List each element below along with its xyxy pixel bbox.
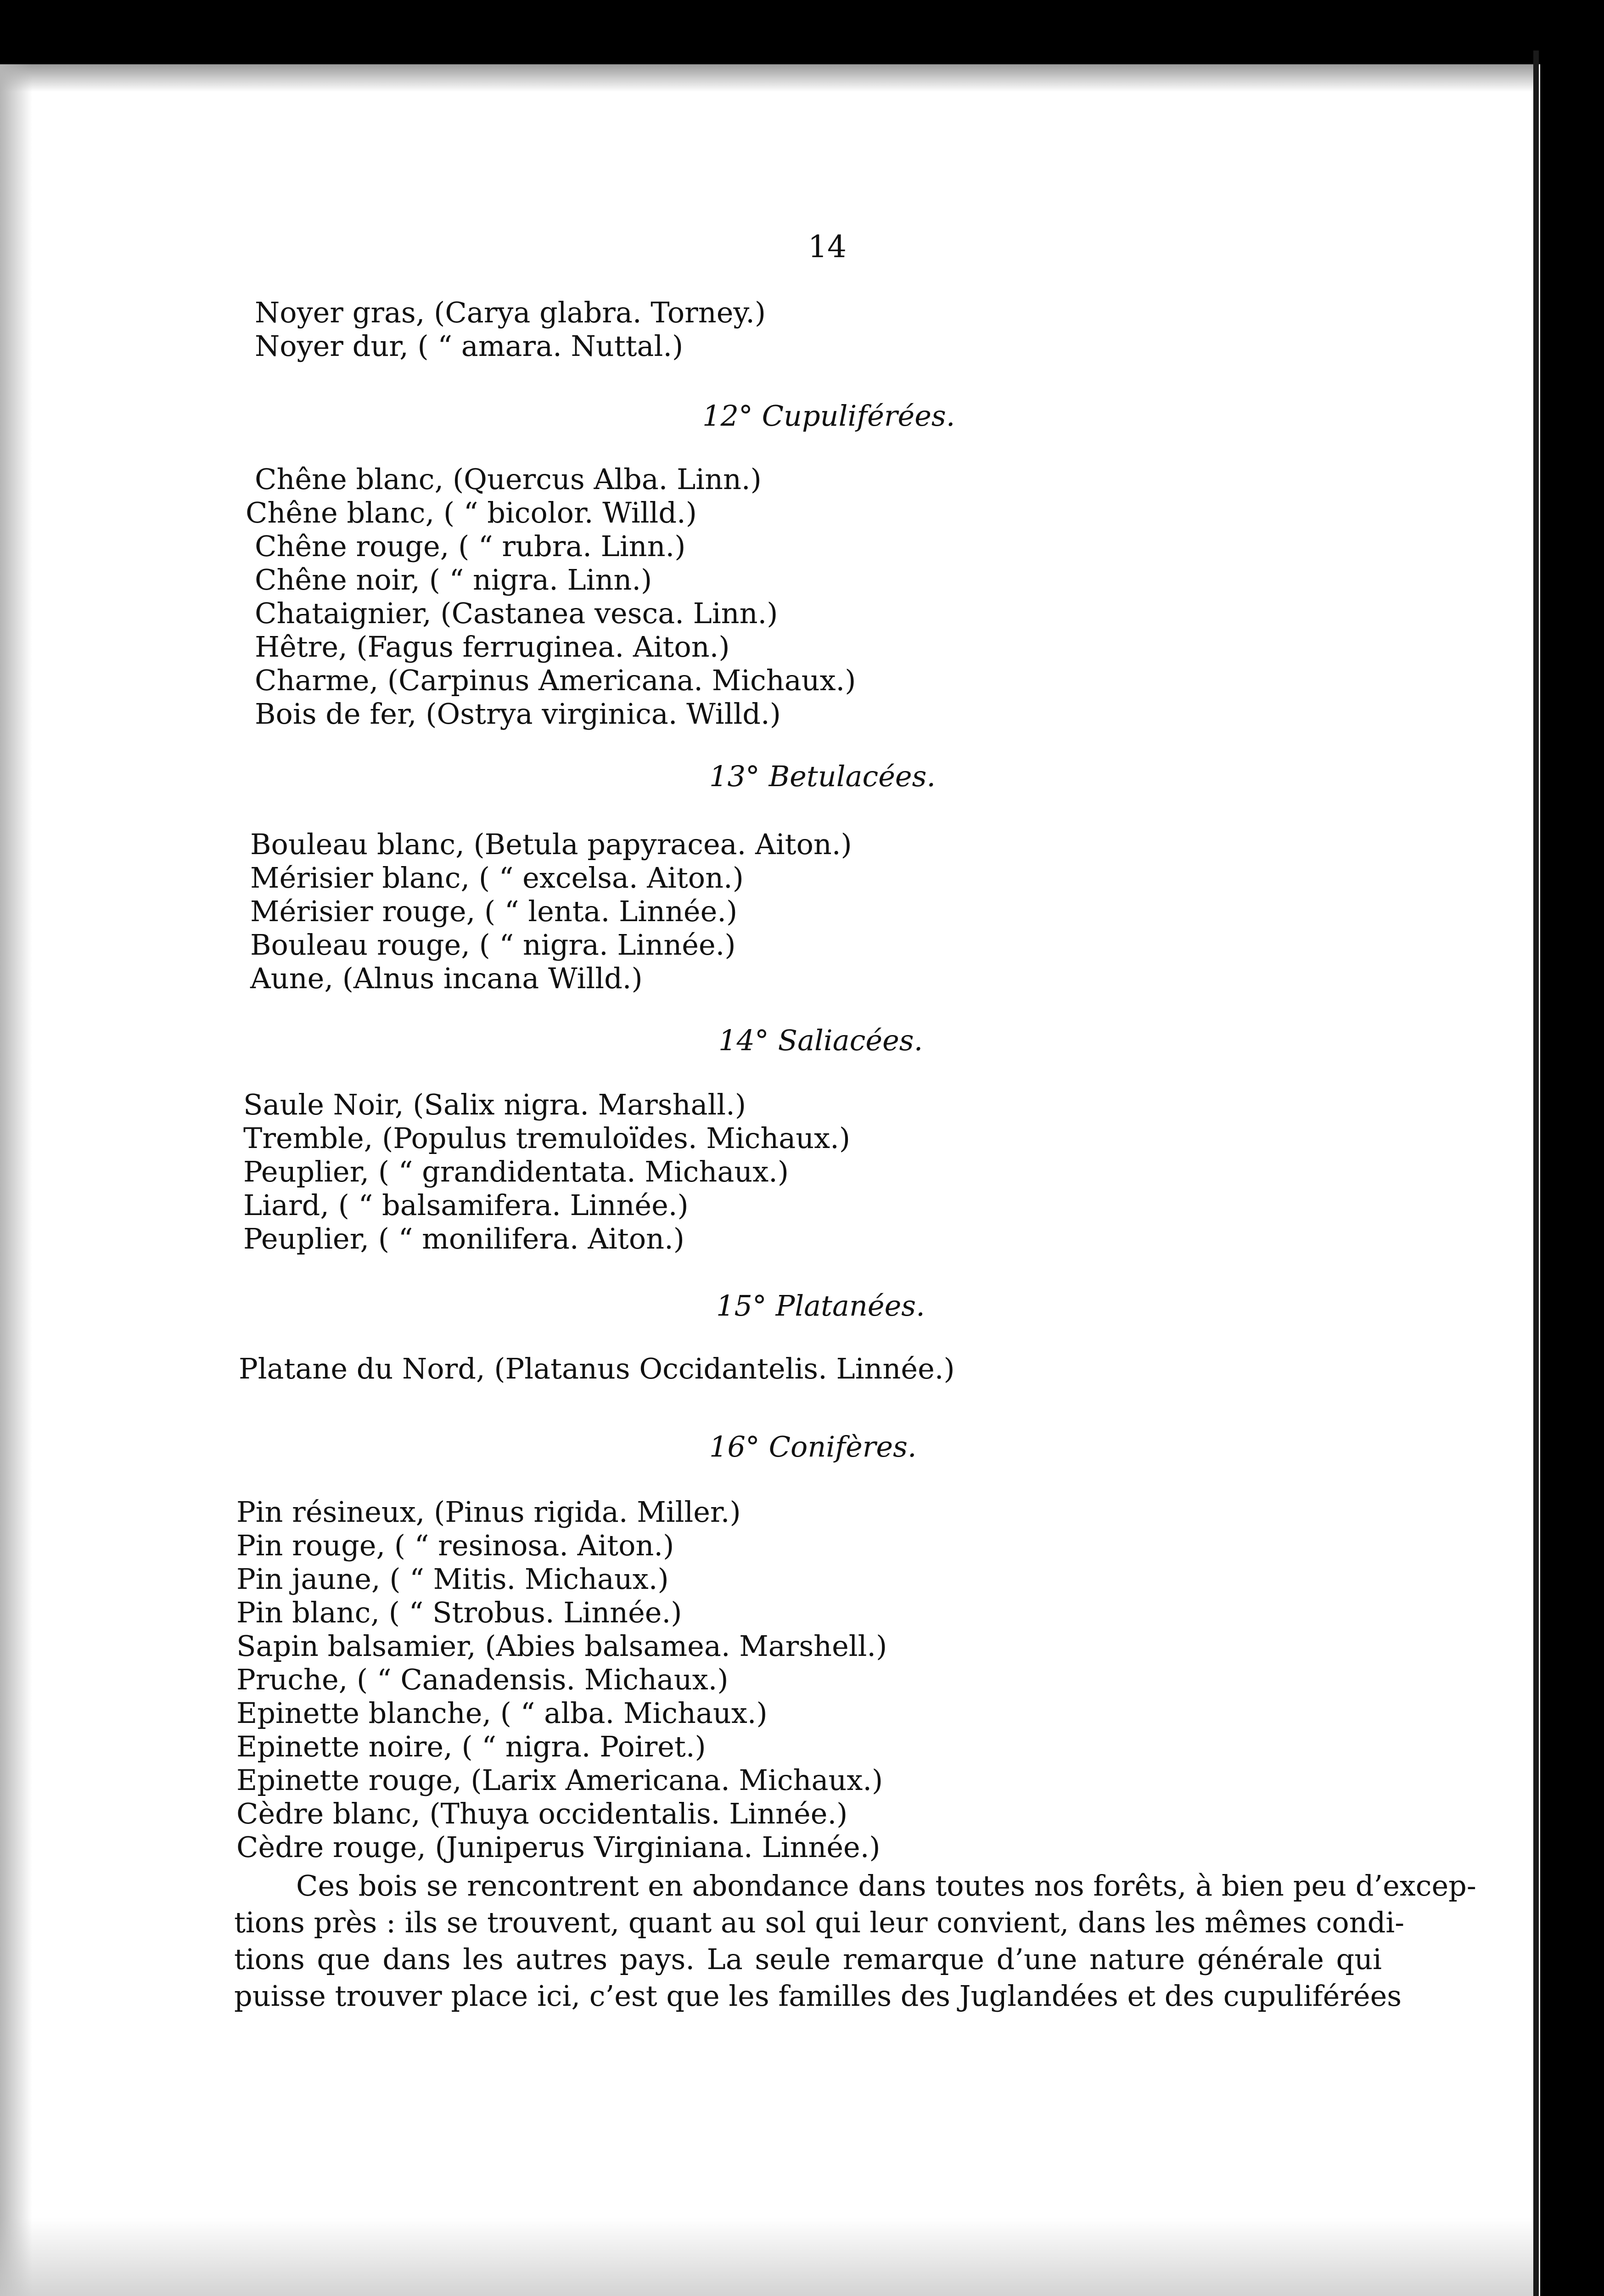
scan-border-top	[0, 0, 1604, 64]
section-heading: 12° Cupuliférées.	[702, 399, 955, 433]
section-heading: 16° Conifères.	[709, 1430, 917, 1463]
list-line: Noyer dur, ( “ amara. Nuttal.)	[255, 329, 684, 363]
list-line: Platane du Nord, (Platanus Occidantelis. Linnée.)	[239, 1352, 955, 1385]
list-line: Pruche, ( “ Canadensis. Michaux.)	[236, 1663, 729, 1696]
list-line: Peuplier, ( “ monilifera. Aiton.)	[243, 1222, 684, 1255]
list-line: Charme, (Carpinus Americana. Michaux.)	[255, 664, 856, 697]
list-line: Tremble, (Populus tremuloïdes. Michaux.)	[243, 1121, 851, 1155]
paragraph-line: puisse trouver place ici, c’est que les familles des Juglandées et des cupuliférées	[234, 1979, 1402, 2013]
list-line: Liard, ( “ balsamifera. Linnée.)	[243, 1188, 689, 1222]
list-line: Epinette noire, ( “ nigra. Poiret.)	[236, 1730, 706, 1763]
list-line: Chêne blanc, ( “ bicolor. Willd.)	[246, 496, 697, 529]
body-paragraph	[234, 1869, 1476, 2016]
section-heading: 15° Platanées.	[716, 1289, 925, 1322]
list-line: Mérisier blanc, ( “ excelsa. Aiton.)	[250, 861, 744, 895]
list-line: Pin jaune, ( “ Mitis. Michaux.)	[236, 1562, 669, 1596]
list-line: Chêne noir, ( “ nigra. Linn.)	[255, 563, 652, 597]
section-heading: 13° Betulacées.	[709, 760, 936, 793]
paragraph-line: tions près : ils se trouvent, quant au sol qui leur convient, dans les mêmes condi-	[234, 1906, 1405, 1939]
list-line: Epinette blanche, ( “ alba. Michaux.)	[236, 1696, 768, 1730]
paragraph-line: Ces bois se rencontrent en abondance dans toutes nos forêts, à bien peu d’excep-	[296, 1869, 1476, 1902]
list-line: Bouleau blanc, (Betula papyracea. Aiton.)	[250, 827, 852, 861]
list-line: Noyer gras, (Carya glabra. Torney.)	[255, 296, 766, 329]
scan-border-right	[1540, 0, 1604, 2296]
list-line: Peuplier, ( “ grandidentata. Michaux.)	[243, 1155, 789, 1188]
facing-page-edge	[1533, 51, 1539, 2296]
list-line: Chêne blanc, (Quercus Alba. Linn.)	[255, 462, 762, 496]
section-heading: 14° Saliacées.	[718, 1024, 923, 1057]
list-line: Epinette rouge, (Larix Americana. Michaux.)	[236, 1763, 883, 1797]
list-line: Cèdre rouge, (Juniperus Virginiana. Linnée.)	[236, 1830, 881, 1864]
paragraph-line: tions que dans les autres pays. La seule remarque d’une nature générale qui	[234, 1942, 1382, 1976]
scan-shadow-bottom	[0, 2218, 1533, 2296]
list-line: Chêne rouge, ( “ rubra. Linn.)	[255, 529, 686, 563]
scan-shadow-left	[0, 64, 32, 2296]
list-line: Bouleau rouge, ( “ nigra. Linnée.)	[250, 928, 736, 962]
list-line: Bois de fer, (Ostrya virginica. Willd.)	[255, 697, 781, 731]
list-line: Hêtre, (Fagus ferruginea. Aiton.)	[255, 630, 730, 664]
list-line: Pin résineux, (Pinus rigida. Miller.)	[236, 1495, 741, 1529]
list-line: Cèdre blanc, (Thuya occidentalis. Linnée.)	[236, 1797, 848, 1830]
list-line: Chataignier, (Castanea vesca. Linn.)	[255, 597, 778, 630]
list-line: Pin blanc, ( “ Strobus. Linnée.)	[236, 1596, 682, 1629]
list-line: Aune, (Alnus incana Willd.)	[250, 962, 643, 995]
scan-shadow-top	[0, 64, 1533, 92]
list-line: Sapin balsamier, (Abies balsamea. Marshell.)	[236, 1629, 887, 1663]
list-line: Mérisier rouge, ( “ lenta. Linnée.)	[250, 895, 738, 928]
page-number: 14	[808, 229, 847, 264]
list-line: Pin rouge, ( “ resinosa. Aiton.)	[236, 1529, 674, 1562]
list-line: Saule Noir, (Salix nigra. Marshall.)	[243, 1088, 746, 1121]
